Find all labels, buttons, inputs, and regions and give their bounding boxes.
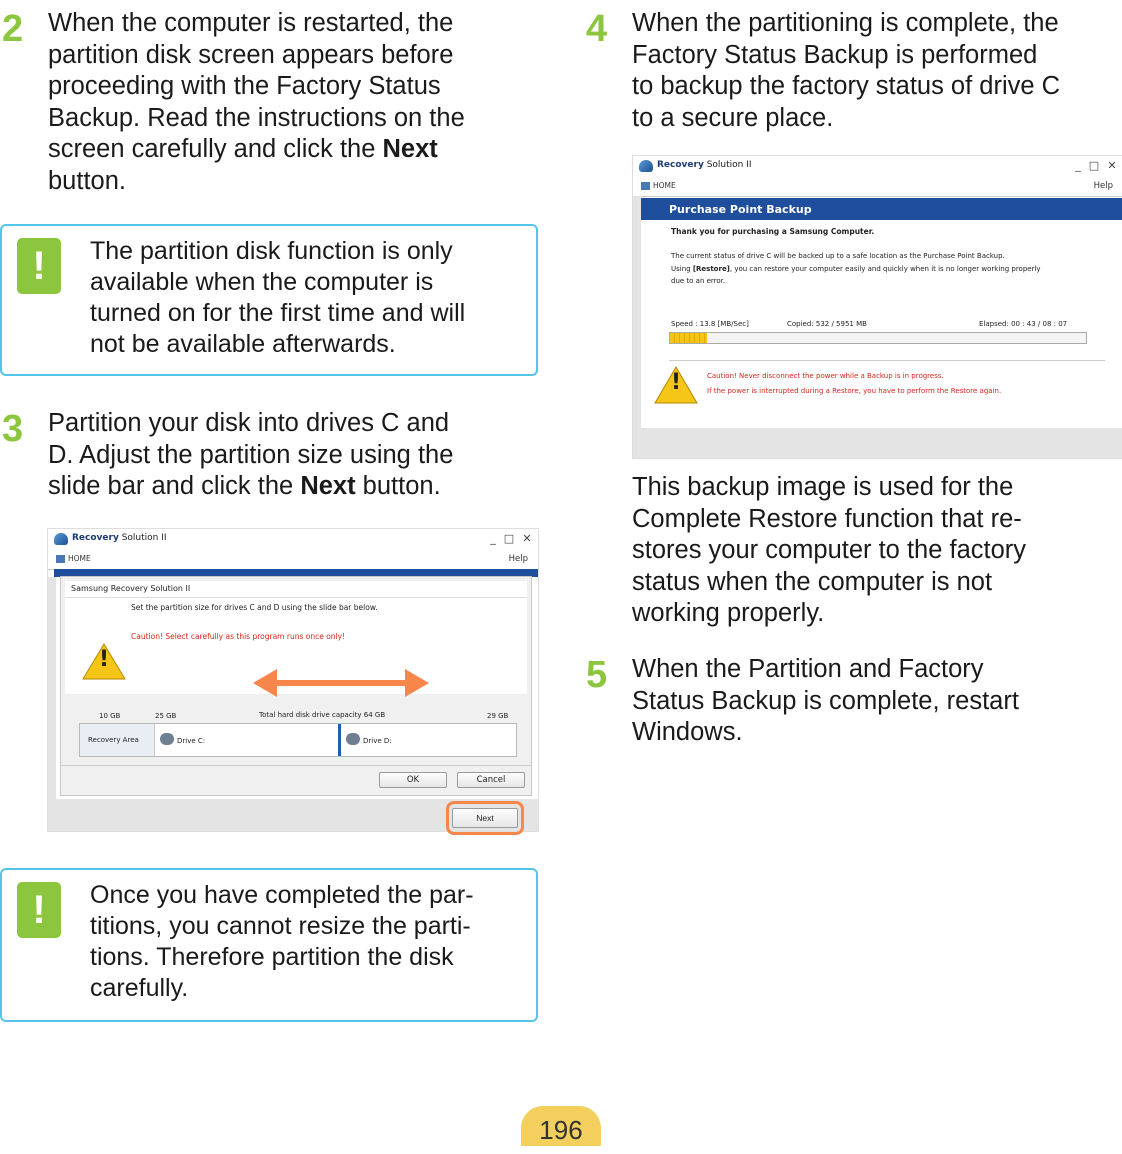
step4-line-3: to backup the factory status of drive C — [632, 72, 1061, 100]
purchase-banner — [641, 198, 1122, 220]
ok-button[interactable]: OK — [379, 772, 447, 788]
step2-line-5-text: screen carefully and click the — [48, 135, 383, 163]
cancel-button[interactable]: Cancel — [457, 772, 525, 788]
thanks-text: Thank you for purchasing a Samsung Computer. — [671, 227, 875, 236]
close-button[interactable]: ✕ — [1107, 159, 1117, 172]
step5-line-2: Status Backup is complete, restart — [632, 686, 1019, 715]
exclamation-icon: ! — [17, 882, 61, 938]
caution-line-1: Caution! Never disconnect the power while a Backup is in progress. — [707, 372, 944, 380]
menu-bar — [48, 551, 538, 570]
footer-strip — [641, 428, 1122, 458]
window-title — [657, 160, 752, 170]
home-link[interactable]: HOME — [68, 554, 91, 563]
next-button[interactable]: Next — [452, 808, 518, 828]
note2-line-3: tions. Therefore partition the disk — [90, 943, 454, 971]
app-name: Solution II — [121, 533, 167, 543]
step4-after-line-1: This backup image is used for the — [632, 473, 1014, 501]
note1-line-1: The partition disk function is only — [90, 237, 453, 265]
page-number: 196 — [521, 1106, 601, 1146]
minimize-button[interactable]: _ — [1075, 159, 1081, 172]
home-link[interactable]: HOME — [653, 181, 676, 190]
minimize-button[interactable]: _ — [490, 532, 496, 545]
step2-line-6: button. — [48, 166, 126, 195]
progress-bar — [669, 332, 1087, 344]
step2-line-3: proceeding with the Factory Status — [48, 72, 441, 100]
home-icon — [56, 555, 65, 563]
note1-text — [90, 236, 530, 360]
note1-line-4: not be available afterwards. — [90, 330, 396, 358]
step4-line-2: Factory Status Backup is performed — [632, 40, 1038, 69]
desc-line-2 — [671, 265, 1121, 273]
partition-dialog — [60, 576, 532, 796]
step5-line-1: When the Partition and Factory — [632, 655, 984, 683]
size-d-label: 29 GB — [487, 712, 509, 720]
maximize-button[interactable]: □ — [503, 532, 515, 545]
note-box-2 — [0, 868, 538, 1022]
step4-text — [632, 8, 1122, 134]
caution-line-2: If the power is interrupted during a Restore, you have to perform the Restore again. — [707, 387, 1002, 395]
title-bar — [48, 529, 538, 551]
progress-fill — [670, 333, 707, 343]
restore-bold: [Restore] — [692, 265, 730, 273]
step-number-5: 5 — [586, 654, 608, 696]
title-bar — [633, 156, 1122, 178]
step3-text — [48, 408, 528, 503]
note2-line-4: carefully. — [90, 974, 189, 1002]
step4-after-line-2: Complete Restore function that re- — [632, 504, 1022, 533]
note2-text — [90, 880, 530, 1004]
note1-line-3: turned on for the first time and will — [90, 299, 466, 327]
step3-next-bold: Next — [300, 472, 356, 500]
exclamation-icon: ! — [17, 238, 61, 294]
dialog-header — [65, 581, 527, 598]
dialog-divider — [61, 765, 531, 766]
left-strip — [48, 577, 56, 831]
total-capacity-label — [259, 711, 385, 719]
step5-text — [632, 654, 1122, 749]
window-title — [72, 533, 167, 543]
banner-title: Purchase Point Backup — [669, 203, 812, 216]
recovery-area — [80, 724, 155, 756]
step3-line-2: D. Adjust the partition size using the — [48, 440, 454, 469]
step5-line-3: Windows. — [632, 718, 743, 746]
step3-line-1: Partition your disk into drives C and — [48, 409, 450, 437]
note2-line-2: titions, you cannot resize the parti- — [90, 912, 471, 940]
warning-mark: ! — [99, 647, 110, 672]
recovery-logo-icon — [639, 160, 653, 172]
desc-line-3: due to an error. — [671, 277, 726, 285]
step3-line-3-end: button. — [355, 472, 441, 500]
app-brand: Recovery — [72, 533, 119, 543]
step-number-3: 3 — [2, 408, 24, 450]
partition-screenshot — [47, 528, 539, 832]
step2-line-2: partition disk screen appears before — [48, 40, 454, 69]
maximize-button[interactable]: □ — [1088, 159, 1100, 172]
partition-slider[interactable] — [338, 724, 341, 756]
drive-d-icon — [346, 733, 360, 745]
elapsed-readout: Elapsed: 00 : 43 / 08 : 07 — [979, 320, 1068, 328]
step2-line-1: When the computer is restarted, the — [48, 9, 454, 37]
step3-line-3 — [48, 471, 528, 503]
step2-line-4: Backup. Read the instructions on the — [48, 103, 465, 132]
step4-after-line-4: status when the computer is not — [632, 567, 993, 596]
step3-line-3-text: slide bar and click the — [48, 472, 301, 500]
note-box-1 — [0, 224, 538, 376]
step4-line-4: to a secure place. — [632, 103, 834, 132]
warning-mark: ! — [671, 370, 682, 395]
size-c-label: 25 GB — [155, 712, 177, 720]
size-min-label: 10 GB — [99, 712, 121, 720]
close-button[interactable]: ✕ — [522, 532, 532, 545]
caution-text: Caution! Select carefully as this program runs once only! — [131, 632, 346, 641]
drive-c-label: Drive C: — [177, 737, 206, 745]
step4-line-1: When the partitioning is complete, the — [632, 9, 1059, 37]
step4-after-line-3: stores your computer to the factory — [632, 536, 1027, 564]
recovery-logo-icon — [54, 533, 68, 545]
drive-d-label: Drive D: — [363, 737, 392, 745]
menu-bar — [633, 178, 1122, 197]
drive-c-icon — [160, 733, 174, 745]
recovery-area-label: Recovery Area — [88, 736, 139, 744]
step4-after-text — [632, 472, 1122, 630]
divider — [669, 360, 1105, 361]
help-link[interactable]: Help — [1093, 181, 1113, 191]
help-link[interactable]: Help — [508, 554, 528, 564]
left-strip — [633, 196, 641, 458]
step2-text — [48, 8, 528, 197]
app-name: Solution II — [706, 160, 752, 170]
speed-readout: Speed : 13.8 [MB/Sec] — [671, 320, 749, 328]
step2-line-5 — [48, 134, 528, 166]
backup-screenshot — [632, 155, 1122, 459]
instruction-text: Set the partition size for drives C and D using the slide bar below. — [131, 603, 378, 612]
note1-line-2: available when the computer is — [90, 268, 434, 296]
dialog-title: Samsung Recovery Solution II — [71, 584, 191, 593]
desc2-pre: Using — [671, 265, 693, 273]
step-number-2: 2 — [2, 8, 24, 50]
step2-next-bold: Next — [382, 135, 438, 163]
double-arrow-icon — [251, 663, 431, 703]
app-brand: Recovery — [657, 160, 704, 170]
step4-after-line-5: working properly. — [632, 599, 825, 627]
note2-line-1: Once you have completed the par- — [90, 881, 474, 909]
step-number-4: 4 — [586, 8, 608, 50]
total-value: 64 GB — [363, 711, 386, 719]
copied-readout: Copied: 532 / 5951 MB — [787, 320, 867, 328]
desc2-post: , you can restore your computer easily and quickly when it is no longer working properly — [729, 265, 1041, 273]
desc-line-1: The current status of drive C will be backed up to a safe location as the Purchase Point Backup. — [671, 252, 1005, 260]
total-label: Total hard disk drive capacity — [259, 711, 362, 719]
partition-bar — [79, 723, 517, 757]
home-icon — [641, 182, 650, 190]
